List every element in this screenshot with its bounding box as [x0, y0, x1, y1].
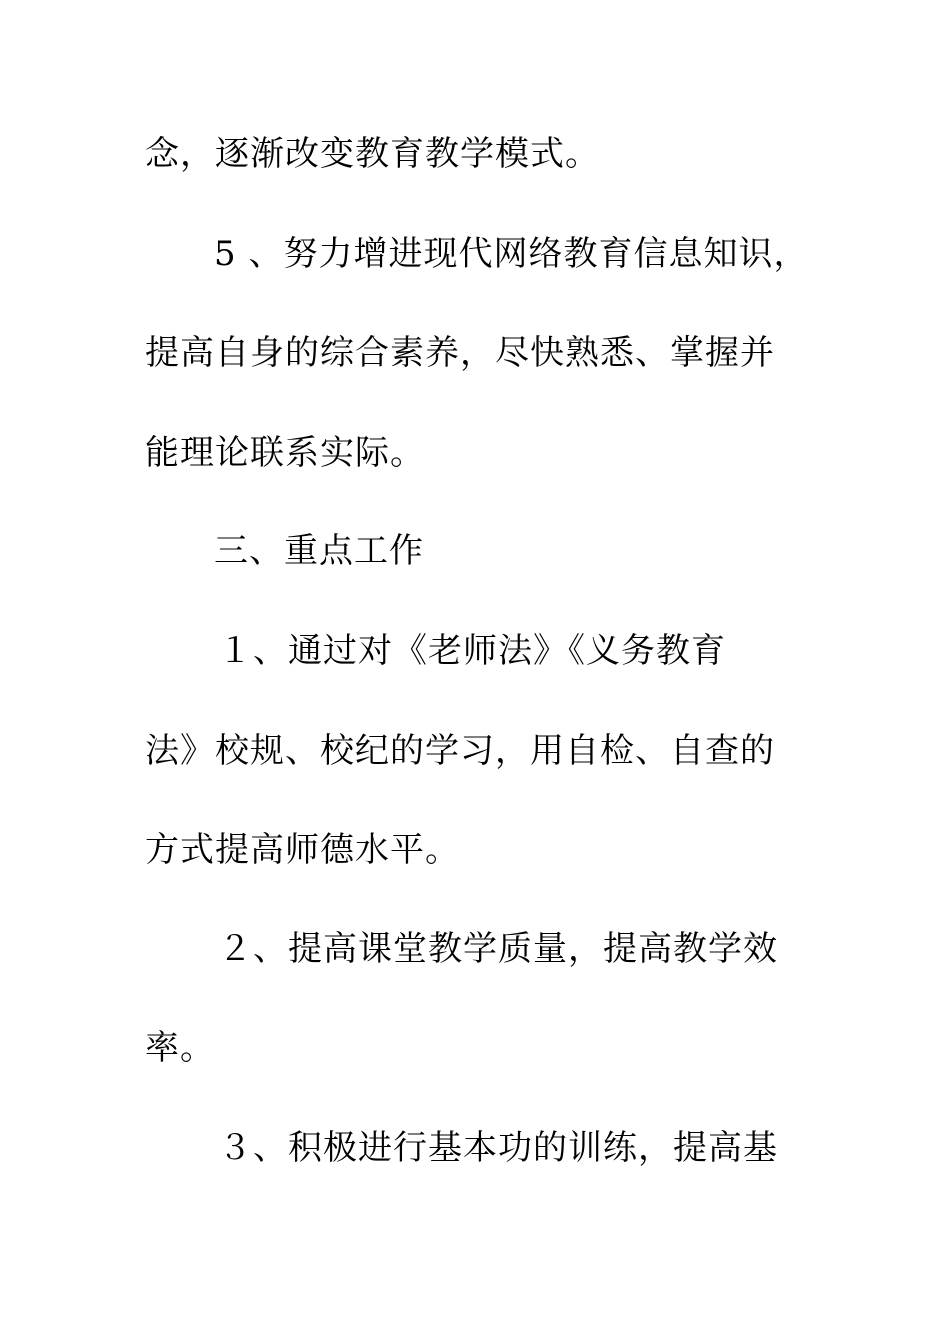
- text-line-9: ２、提高课堂教学质量，提高教学效: [218, 929, 778, 969]
- text-line-7: 法》校规、校纪的学习，用自检、自查的: [145, 731, 775, 771]
- text-line-4: 能理论联系实际。: [145, 433, 425, 473]
- section-heading: 三、重点工作: [214, 531, 424, 571]
- text-line-3: 提高自身的综合素养，尽快熟悉、掌握并: [145, 333, 775, 373]
- text-line-10: 率。: [145, 1028, 215, 1068]
- text-line-2: 5 、努力增进现代网络教育信息知识，: [214, 234, 809, 274]
- text-line-8: 方式提高师德水平。: [145, 830, 460, 870]
- text-line-6: １、通过对《老师法》《义务教育: [218, 631, 726, 671]
- text-line-11: ３、积极进行基本功的训练，提高基: [218, 1128, 778, 1168]
- text-line-1: 念，逐渐改变教育教学模式。: [145, 134, 600, 174]
